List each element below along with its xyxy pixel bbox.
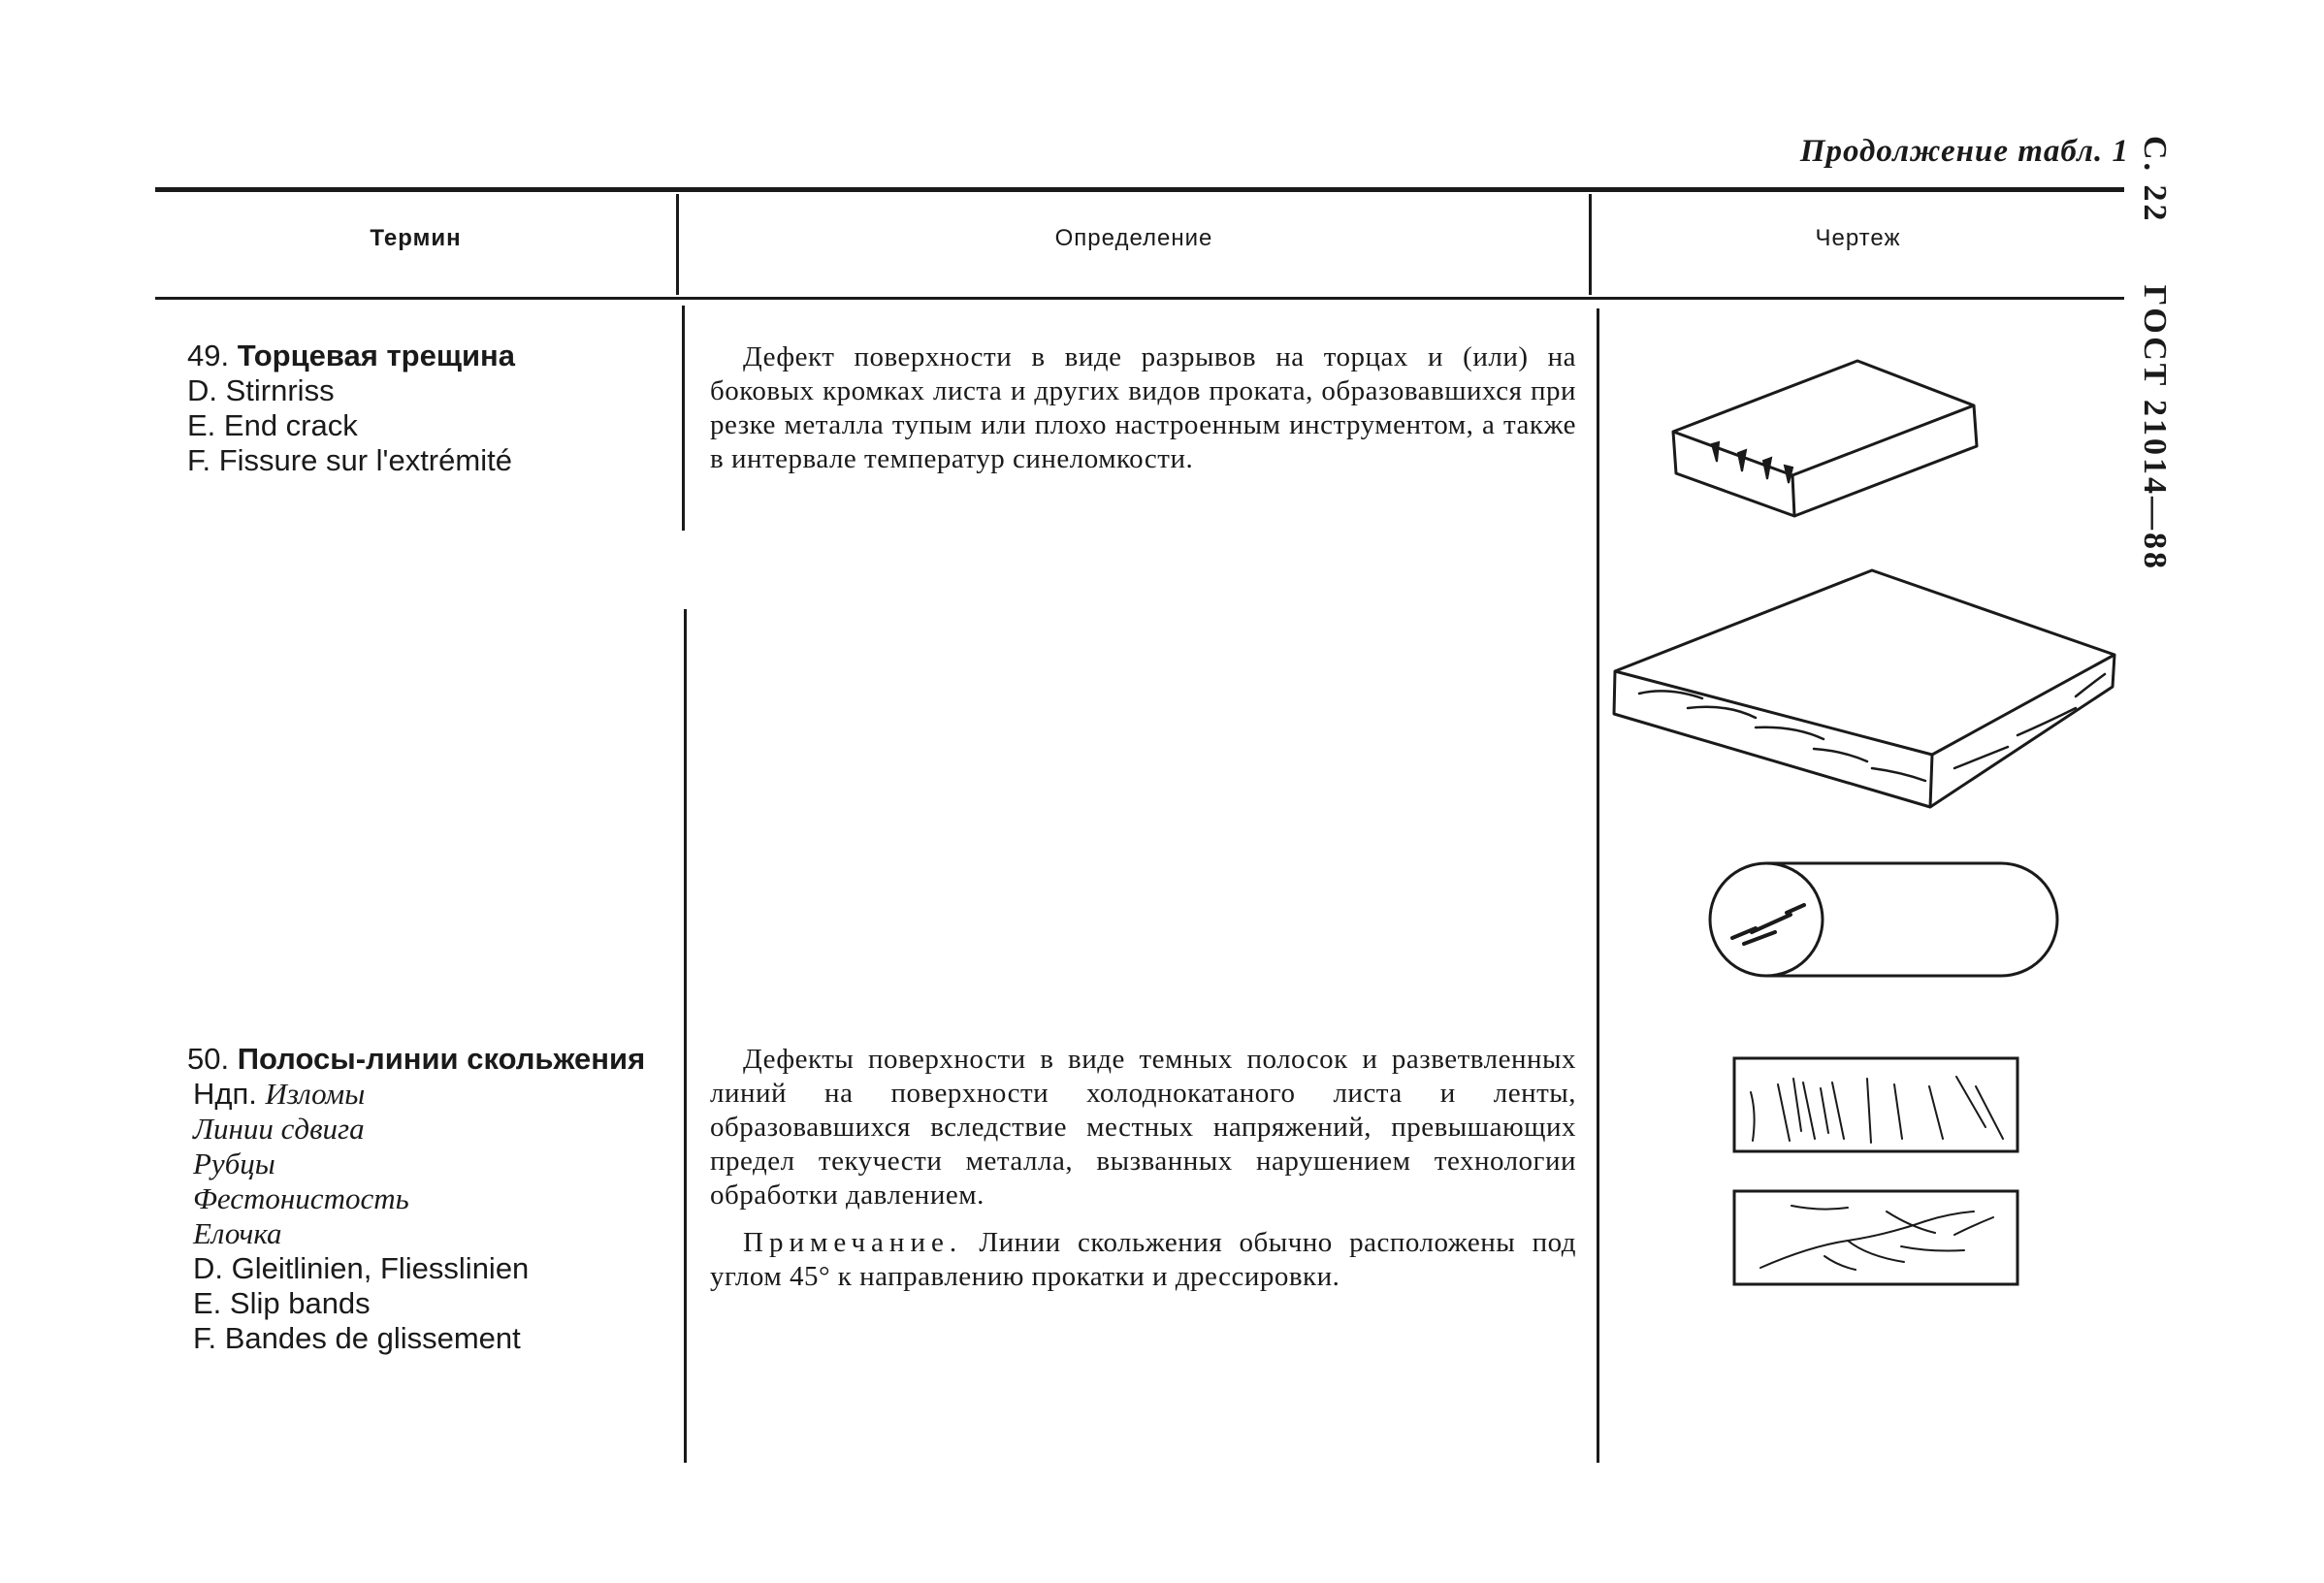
entry-50-note-label: Примечание. [743, 1227, 963, 1258]
entry-50-synonym-5: Елочка [193, 1216, 282, 1250]
body-divider-right [1597, 308, 1599, 1463]
body-divider-left-a [682, 306, 685, 531]
entry-49-french: F. Fissure sur l'extrémité [187, 443, 512, 477]
slip-bands-vertical-drawing [1731, 1055, 2022, 1156]
entry-50-english: E. Slip bands [193, 1286, 371, 1320]
end-crack-plate-drawing [1668, 349, 1988, 524]
entry-50-synonym-1: Изломы [265, 1077, 366, 1111]
entry-50-german: D. Gleitlinien, Fliesslinien [193, 1251, 530, 1285]
body-divider-left-b [684, 609, 687, 1463]
standard-number: ГОСТ 21014—88 [2137, 284, 2173, 571]
entry-50-term [187, 1042, 672, 1356]
entry-50-synonym-4: Фестонистость [193, 1181, 409, 1215]
entry-50-definition: Дефекты поверхности в виде темных полосок и разветвленных линий на поверхности холоднокатаного листа и ленты, образовавшихся вследствие местных напряжений, превышающих предел текучести металла, вызванных нарушением технологии обработки давлением. Примечание. Линии скольжения обычно расположены под углом 45° к направлению прокатки и дрессировки. [710, 1044, 1577, 1292]
side-margin-label [2137, 136, 2202, 582]
side-crack-plate-drawing [1610, 563, 2119, 815]
entry-49-term [187, 339, 672, 478]
column-header-drawing: Чертеж [1815, 225, 1901, 251]
slip-bands-branched-drawing [1731, 1188, 2022, 1289]
entry-50-number: 50. [187, 1042, 230, 1076]
header-bottom-rule [155, 297, 2124, 300]
entry-49-number: 49. [187, 339, 230, 372]
continuation-label: Продолжение табл. 1 [1799, 134, 2129, 169]
entry-50-synonym-3: Рубцы [193, 1147, 275, 1180]
entry-49-german: D. Stirnriss [187, 373, 335, 407]
entry-49-title: Торцевая трещина [237, 339, 516, 372]
entry-50-note [710, 1226, 1576, 1294]
round-bar-drawing [1705, 858, 2064, 985]
entry-50-french: F. Bandes de glissement [193, 1321, 521, 1355]
column-header-definition: Определение [1054, 225, 1213, 251]
column-header-term: Термин [370, 225, 462, 251]
entry-50-synonym-2: Линии сдвига [193, 1112, 365, 1146]
entry-50-synonyms-prefix: Ндп. [193, 1077, 257, 1111]
entry-49-definition: Дефект поверхности в виде разрывов на торцах и (или) на боковых кромках листа и других видов проката, образовавшихся при резке металла тупым или плохо настроенным инструментом, а также в интервале температур синеломкости. [710, 341, 1576, 474]
table-top-rule [155, 187, 2124, 192]
page-number: С. 22 [2137, 136, 2173, 224]
entry-50-note-text: Линии скольжения обычно расположены под углом 45° к направлению прокатки и дрессировки. [710, 1227, 1577, 1292]
entry-50-title: Полосы-линии скольжения [237, 1042, 646, 1076]
entry-49-english: E. End crack [187, 408, 358, 442]
